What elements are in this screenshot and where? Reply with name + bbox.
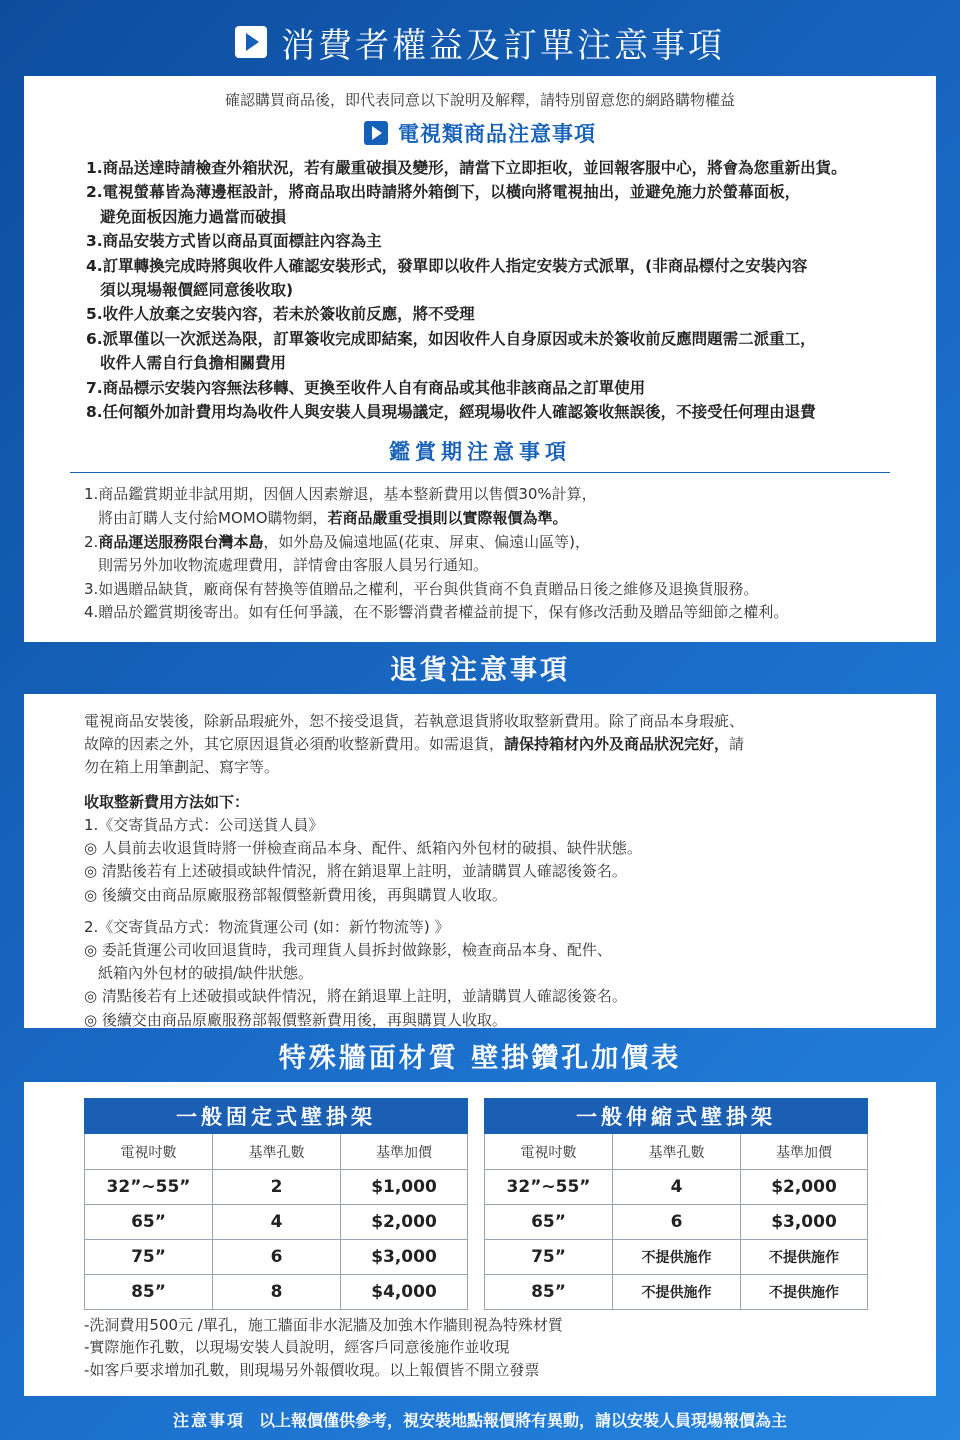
method-1-title: 1.《交寄貨品方式：公司送貨人員》 <box>84 816 324 834</box>
list-item: 8.任何額外加計費用均為收件人與安裝人員現場議定，經現場收件人確認簽收無誤後，不接受任何理由退費 <box>86 403 816 422</box>
trial-section-title: 鑑賞期注意事項 <box>70 436 890 473</box>
list-item: 將由訂購人支付給MOMO購物網，若商品嚴重受損則以實際報價為準。 <box>98 509 568 528</box>
list-item: 須以現場報價經同意後收取) <box>100 281 294 300</box>
note-line: -如客戶要求增加孔數，則現場另外報價收現。以上報價皆不開立發票 <box>84 1360 540 1379</box>
list-item: ◎ 人員前去收退貨時將一併檢查商品本身、配件、紙箱內外包材的破損、缺件狀態。 <box>84 839 642 858</box>
returns-title: 退貨注意事項 <box>390 655 570 686</box>
list-item: 2.商品運送服務限台灣本島，如外島及偏遠地區(花東、屏東、偏遠山區等)， <box>84 532 591 551</box>
column-header: 電視吋數 <box>85 1134 213 1170</box>
list-item: 5.收件人放棄之安裝內容，若未於簽收前反應，將不受理 <box>86 305 475 324</box>
column-header: 電視吋數 <box>485 1134 613 1170</box>
list-item: ◎ 清點後若有上述破損或缺件情況，將在銷退單上註明，並請購買人確認後簽名。 <box>84 862 627 881</box>
pricing-panel <box>24 1082 936 1396</box>
main-title: 消費者權益及訂單注意事項 <box>281 25 725 66</box>
list-item: 避免面板因施力過當而破損 <box>100 207 287 226</box>
table-row: 85” 8 $4,000 <box>85 1275 468 1310</box>
note-line: -洗洞費用500元 /單孔，施工牆面非水泥牆及加強木作牆則視為特殊材質 <box>84 1316 563 1334</box>
list-item: ◎ 清點後若有上述破損或缺件情況，將在銷退單上註明，並請購買人確認後簽名。 <box>84 987 627 1006</box>
table-row: 65” 6 $3,000 <box>485 1205 868 1240</box>
table-caption: 一般伸縮式壁掛架 <box>485 1099 868 1134</box>
table-row: 75” 6 $3,000 <box>85 1240 468 1275</box>
column-header: 基準孔數 <box>213 1134 341 1170</box>
list-item: ◎ 委託貨運公司收回退貨時，我司理貨人員拆封做錄影，檢查商品本身、配件、 <box>84 941 612 960</box>
list-item: 紙箱內外包材的破損/缺件狀態。 <box>98 964 314 983</box>
tv-section-header <box>24 118 936 148</box>
list-item: 3.如遇贈品缺貨，廠商保有替換等值贈品之權利，平台與供貨商不負責贈品日後之維修及退換貨服務。 <box>84 579 759 598</box>
list-item: 7.商品標示安裝內容無法移轉、更換至收件人自有商品或其他非該商品之訂單使用 <box>86 378 646 397</box>
table-row: 32”~55” 4 $2,000 <box>485 1170 868 1205</box>
table-row: 65” 4 $2,000 <box>85 1205 468 1240</box>
play-icon <box>235 26 267 58</box>
telescopic-mount-table <box>484 1098 868 1310</box>
list-item: ◎ 後續交由商品原廠服務部報價整新費用後，再與購買人收取。 <box>84 885 507 904</box>
list-item: 1.商品鑑賞期並非試用期，因個人因素辦退，基本整新費用以售價30%計算， <box>84 485 597 504</box>
intro-text: 確認購買商品後，即代表同意以下說明及解釋，請特別留意您的網路購物權益 <box>224 91 735 109</box>
list-item: ◎ 後續交由商品原廠服務部報價整新費用後，再與購買人收取。 <box>84 1010 507 1029</box>
table-row: 85” 不提供施作 不提供施作 <box>485 1275 868 1310</box>
column-header: 基準加價 <box>741 1134 868 1170</box>
trial-notice-list <box>84 483 924 625</box>
fixed-mount-table <box>84 1098 468 1310</box>
method-2-title: 2.《交寄貨品方式：物流貨運公司 (如：新竹物流等) 》 <box>84 917 450 936</box>
pricing-title: 特殊牆面材質 壁掛鑽孔加價表 <box>278 1043 682 1074</box>
table-row: 32”~55” 2 $1,000 <box>85 1170 468 1205</box>
list-item: 1.商品送達時請檢查外箱狀況，若有嚴重破損及變形，請當下立即拒收，並回報客服中心，將會為您重新出貨。 <box>86 159 847 177</box>
table-row: 75” 不提供施作 不提供施作 <box>485 1240 868 1275</box>
play-icon <box>364 121 388 145</box>
pricing-notes <box>84 1314 563 1381</box>
footer-notice <box>0 1398 960 1440</box>
note-line: -實際施作孔數，以現場安裝人員說明，經客戶同意後施作並收現 <box>84 1338 510 1357</box>
list-item: 3.商品安裝方式皆以商品頁面標註內容為主 <box>86 232 382 251</box>
footer-label: 注意事項 <box>172 1410 245 1430</box>
table-caption: 一般固定式壁掛架 <box>85 1099 468 1134</box>
consumer-panel <box>24 76 936 642</box>
returns-panel <box>24 694 936 1028</box>
list-item: 2.電視螢幕皆為薄邊框設計，將商品取出時請將外箱倒下，以橫向將電視抽出，並避免施力於螢幕面板， <box>86 183 801 202</box>
tv-section-title: 電視類商品注意事項 <box>398 122 596 146</box>
list-item: 收件人需自行負擔相關費用 <box>100 354 287 373</box>
list-item: 6.派單僅以一次派送為限，訂單簽收完成即結案，如因收件人自身原因或未於簽收前反應問題需二派重工， <box>86 329 816 348</box>
main-header <box>0 12 960 72</box>
column-header: 基準孔數 <box>613 1134 741 1170</box>
footer-text: 以上報價僅供參考，視安裝地點報價將有異動，請以安裝人員現場報價為主 <box>259 1410 788 1430</box>
list-item: 4.訂單轉換完成時將與收件人確認安裝形式，發單即以收件人指定安裝方式派單，(非商品標付之安裝內容 <box>86 256 808 275</box>
returns-paragraph: 電視商品安裝後，除新品瑕疵外，恕不接受退貨，若執意退貨將收取整新費用。除了商品本身瑕疵、 故障的因素之外，其它原因退貨必須酌收整新費用。如需退貨，請保持箱材內外及商品狀況完好，請 勿在箱上用筆劃記、寫字等。 <box>84 712 745 776</box>
column-header: 基準加價 <box>341 1134 468 1170</box>
list-item: 則需另外加收物流處理費用，詳情會由客服人員另行通知。 <box>98 556 489 575</box>
tv-notice-list <box>86 156 924 424</box>
fee-method-heading: 收取整新費用方法如下： <box>84 793 250 811</box>
list-item: 4.贈品於鑑賞期後寄出。如有任何爭議，在不影響消費者權益前提下，保有修改活動及贈品等細節之權利。 <box>84 603 789 622</box>
